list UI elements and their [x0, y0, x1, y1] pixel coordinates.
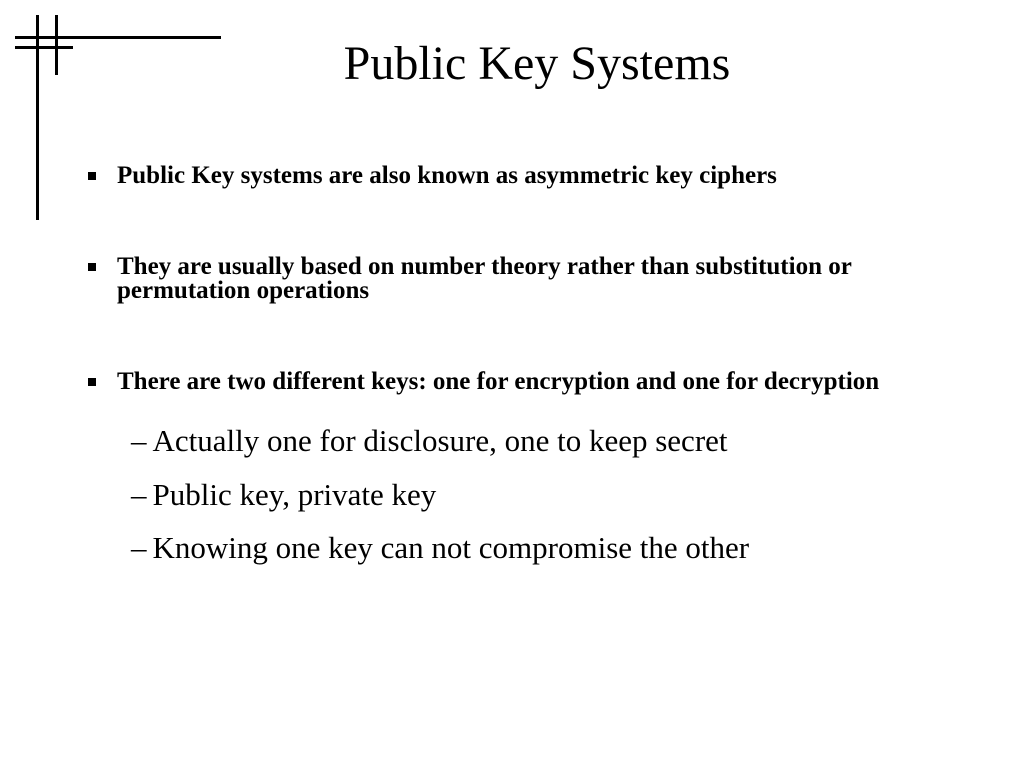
sub-bullet-item [131, 477, 991, 513]
sub-bullet-item [131, 530, 991, 566]
square-bullet-icon [88, 263, 96, 271]
sub-bullet-text: Actually one for disclosure, one to keep secret [152, 423, 728, 458]
sub-bullet-text: Public key, private key [152, 477, 437, 512]
square-bullet-icon [88, 172, 96, 180]
bullet-text: There are two different keys: one for encryption and one for decryption [117, 368, 880, 395]
dash-bullet-icon: – [131, 423, 147, 458]
bullet-text: They are usually based on number theory rather than substitution or permutation operations [117, 253, 852, 304]
sub-bullet-item [131, 423, 991, 459]
bullet-item [88, 255, 958, 303]
dash-bullet-icon: – [131, 477, 147, 512]
sub-bullet-text: Knowing one key can not compromise the other [152, 530, 750, 565]
bullet-text: Public Key systems are also known as asymmetric key ciphers [117, 162, 777, 189]
square-bullet-icon [88, 378, 96, 386]
dash-bullet-icon: – [131, 530, 147, 565]
slide-title: Public Key Systems [343, 37, 731, 90]
bullet-item [88, 370, 958, 394]
bullet-item [88, 164, 958, 188]
